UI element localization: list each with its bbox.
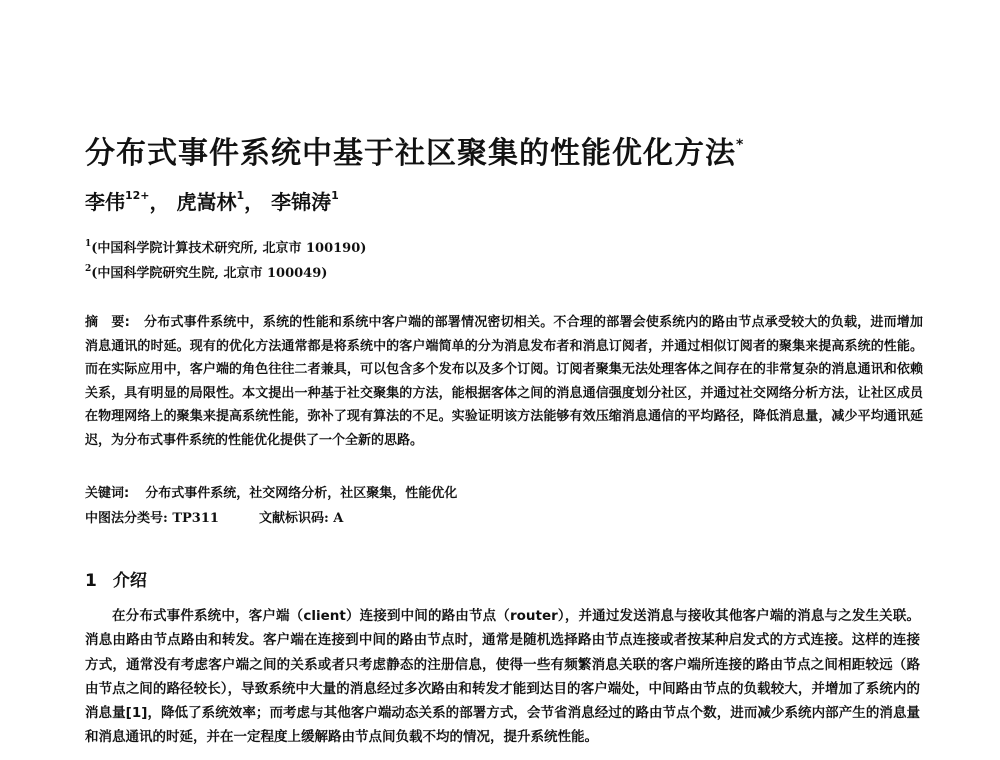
author-affiliation-mark: 1 <box>236 189 245 202</box>
intro-paragraph: 在分布式事件系统中，客户端（client）连接到中间的路由节点（router），并通过发送消息与接收其他客户端的消息与之发生关联。消息由路由节点路由和转发。客户端在连接到中间的路由节点时，通常是随机选择路由节点连接或者按某种启发式的方式连接。这样的连接方式，通常没有考虑客户端之间的关系或者只考虑静态的注册信息，使得一些有频繁消息关联的客户端所连接的路由节点之间相距较远（路由节点之间的路径较长），导致系统中大量的消息经过多次路由和转发才能到达目的客户端处，中间路由节点的负载较大，并增加了系统内的消息量[1]，降低了系统效率；而考虑与其他客户端动态关系的部署方式，会节省消息经过的路由节点个数，进而减少系统内部产生的消息量和消息通讯的时延，并在一定程度上缓解路由节点间负载不均的情况，提升系统性能。 <box>85 608 920 746</box>
author-name: 李锦涛 <box>271 190 332 214</box>
section-heading <box>85 566 147 591</box>
affiliation-text: (中国科学院研究生院, 北京市 100049) <box>91 266 328 281</box>
author-list <box>85 186 339 215</box>
doc-code-label: 文献标识码: <box>258 511 329 526</box>
keywords-label: 关键词: <box>85 486 130 501</box>
abstract-text: 分布式事件系统中，系统的性能和系统中客户端的部署情况密切相关。不合理的部署会使系统内的路由节点承受较大的负载，进而增加消息通讯的时延。现有的优化方法通常都是将系统中的客户端简单的分为消息发布者和消息订阅者，并通过相似订阅者的聚集来提高系统的性能。而在实际应用中，客户端的角色往往二者兼具，可以包含多个发布以及多个订阅。订阅者聚集无法处理客体之间存在的非常复杂的消息通讯和依赖关系，具有明显的局限性。本文提出一种基于社交聚集的方法，能根据客体之间的消息通信强度划分社区，并通过社交网络分析方法，让社区成员在物理网络上的聚集来提高系统性能，弥补了现有算法的不足。实验证明该方法能够有效压缩消息通信的平均路径，降低消息量，减少平均通讯延迟，为分布式事件系统的性能优化提供了一个全新的思路。 <box>85 315 923 448</box>
author-separator: ， <box>244 190 265 214</box>
title-text: 分布式事件系统中基于社区聚集的性能优化方法 <box>85 136 736 171</box>
author-name: 虎嵩林 <box>176 190 237 214</box>
clc-value: TP311 <box>172 511 219 526</box>
abstract-label: 摘 要: <box>85 315 130 330</box>
affiliation-1 <box>85 237 366 256</box>
affiliation-mark: 2 <box>85 264 92 274</box>
author-affiliation-mark: 12+ <box>125 189 150 202</box>
author-separator: ， <box>149 190 170 214</box>
keywords-text: 分布式事件系统，社交网络分析，社区聚集，性能优化 <box>145 486 458 501</box>
title-footnote-mark: * <box>736 137 745 153</box>
doc-code-value: A <box>333 511 344 526</box>
affiliation-2 <box>85 262 327 281</box>
keywords-line <box>85 482 457 501</box>
section-number: 1 <box>85 571 97 591</box>
author-affiliation-mark: 1 <box>331 189 339 202</box>
affiliation-text: (中国科学院计算技术研究所, 北京市 100190) <box>91 241 367 256</box>
abstract <box>85 311 923 452</box>
clc-label: 中图法分类号: <box>85 511 168 526</box>
author-name: 李伟 <box>85 190 125 214</box>
affiliation-mark: 1 <box>85 239 92 249</box>
classification-line <box>85 507 343 526</box>
paper-title <box>85 128 744 172</box>
section-title: 介绍 <box>112 571 147 591</box>
